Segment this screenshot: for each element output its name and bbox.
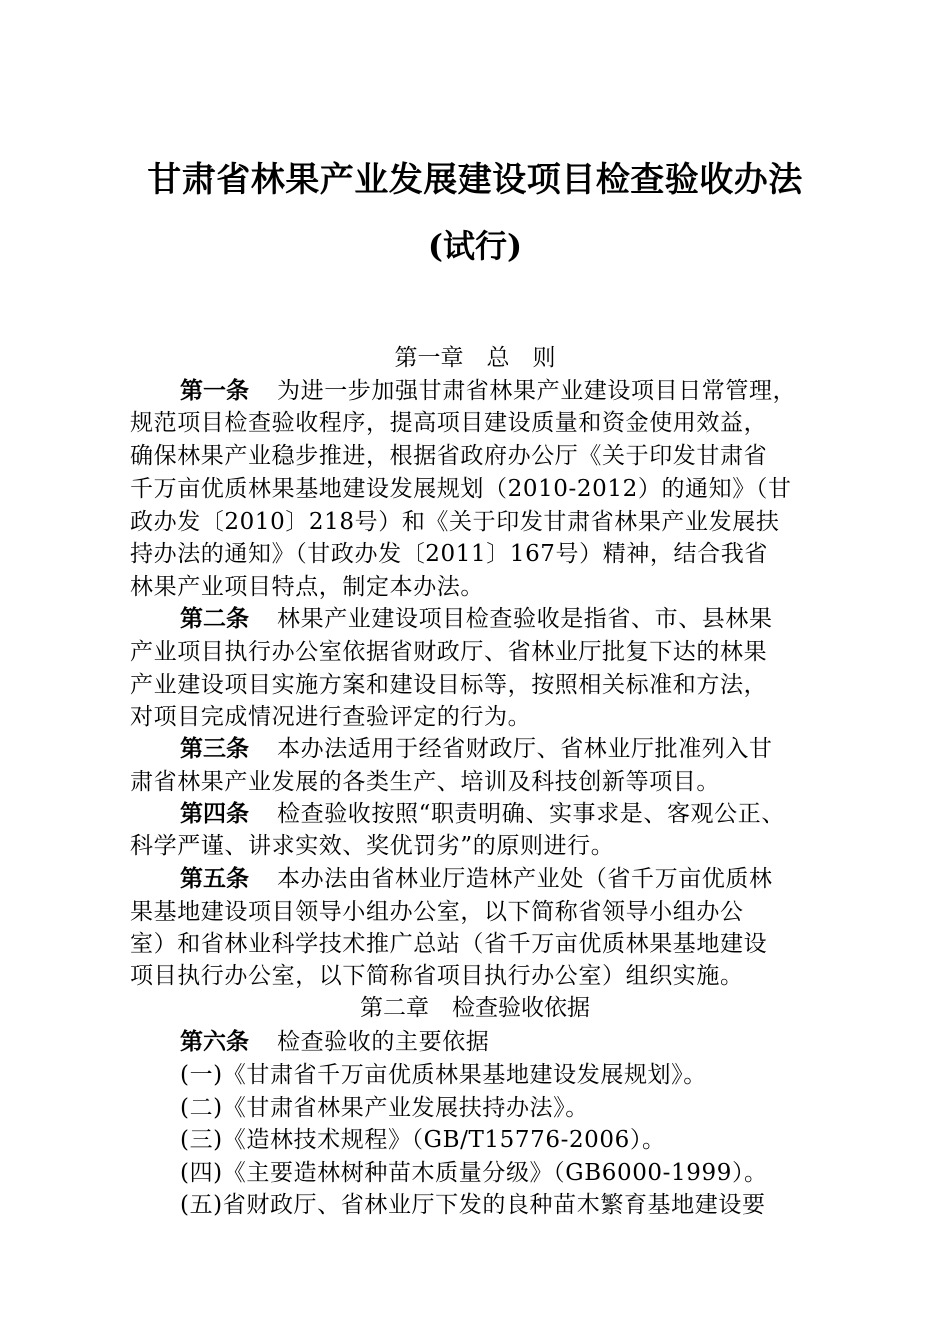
chapter-heading: 第二章 检查验收依据: [360, 995, 590, 1021]
article-text-line: 室）和省林业科学技术推广总站（省千万亩优质林果基地建设: [130, 931, 768, 957]
chapter-heading: 第一章 总 则: [394, 345, 556, 371]
article-text-line: 科学严谨、讲求实效、奖优罚劣”的原则进行。: [130, 833, 615, 859]
article-label: 第五条: [180, 866, 249, 892]
article-first-line: [180, 863, 840, 895]
article-text: 本办法适用于经省财政厅、省林业厅批准列入甘: [277, 736, 773, 762]
article-text-line: 项目执行办公室，以下简称省项目执行办公室）组织实施。: [130, 963, 744, 989]
article-text-line: 林果产业项目特点，制定本办法。: [130, 574, 484, 600]
article-text-line: 确保林果产业稳步推进，根据省政府办公厅《关于印发甘肃省: [130, 443, 768, 469]
article-text: 检查验收按照“职责明确、实事求是、客观公正、: [277, 801, 785, 827]
article-text-line: 对项目完成情况进行查验评定的行为。: [130, 704, 532, 730]
article-first-line: [180, 603, 840, 635]
article-text: 本办法由省林业厅造林产业处（省千万亩优质林: [277, 866, 773, 892]
article-text-line: 千万亩优质林果基地建设发展规划（2010-2012）的通知》（甘: [130, 476, 792, 502]
article-first-line: [180, 798, 840, 830]
article-text: 检查验收的主要依据: [277, 1029, 490, 1055]
article-text-line: 持办法的通知》（甘政办发〔2011〕167号）精神，结合我省: [130, 541, 768, 567]
basis-item: (四)《主要造林树种苗木质量分级》（GB6000-1999）。: [180, 1160, 768, 1186]
article-text: 为进一步加强甘肃省林果产业建设项目日常管理，: [277, 378, 797, 404]
article-first-line: [180, 375, 840, 407]
basis-item: (三)《造林技术规程》（GB/T15776-2006）。: [180, 1127, 666, 1153]
article-first-line: [180, 733, 840, 765]
article-text-line: 产业建设项目实施方案和建设目标等，按照相关标准和方法，: [130, 672, 768, 698]
article-label: 第二条: [180, 606, 249, 632]
document-subtitle: (试行): [427, 227, 523, 265]
article-text-line: 规范项目检查验收程序，提高项目建设质量和资金使用效益，: [130, 410, 768, 436]
basis-item: (二)《甘肃省林果产业发展扶持办法》。: [180, 1095, 589, 1121]
basis-item: (一)《甘肃省千万亩优质林果基地建设发展规划》。: [180, 1062, 707, 1088]
article-label: 第四条: [180, 801, 249, 827]
basis-item: (五)省财政厅、省林业厅下发的良种苗木繁育基地建设要: [180, 1192, 766, 1218]
article-first-line: [180, 1026, 840, 1058]
article-text-line: 肃省林果产业发展的各类生产、培训及科技创新等项目。: [130, 769, 720, 795]
article-label: 第三条: [180, 736, 249, 762]
article-text-line: 产业项目执行办公室依据省财政厅、省林业厅批复下达的林果: [130, 639, 768, 665]
article-text: 林果产业建设项目检查验收是指省、市、县林果: [277, 606, 773, 632]
article-text-line: 果基地建设项目领导小组办公室，以下简称省领导小组办公: [130, 899, 744, 925]
article-label: 第六条: [180, 1029, 249, 1055]
document-title: 甘肃省林果产业发展建设项目检查验收办法: [147, 160, 803, 200]
article-label: 第一条: [180, 378, 249, 404]
article-text-line: 政办发〔2010〕218号）和《关于印发甘肃省林果产业发展扶: [130, 509, 780, 535]
